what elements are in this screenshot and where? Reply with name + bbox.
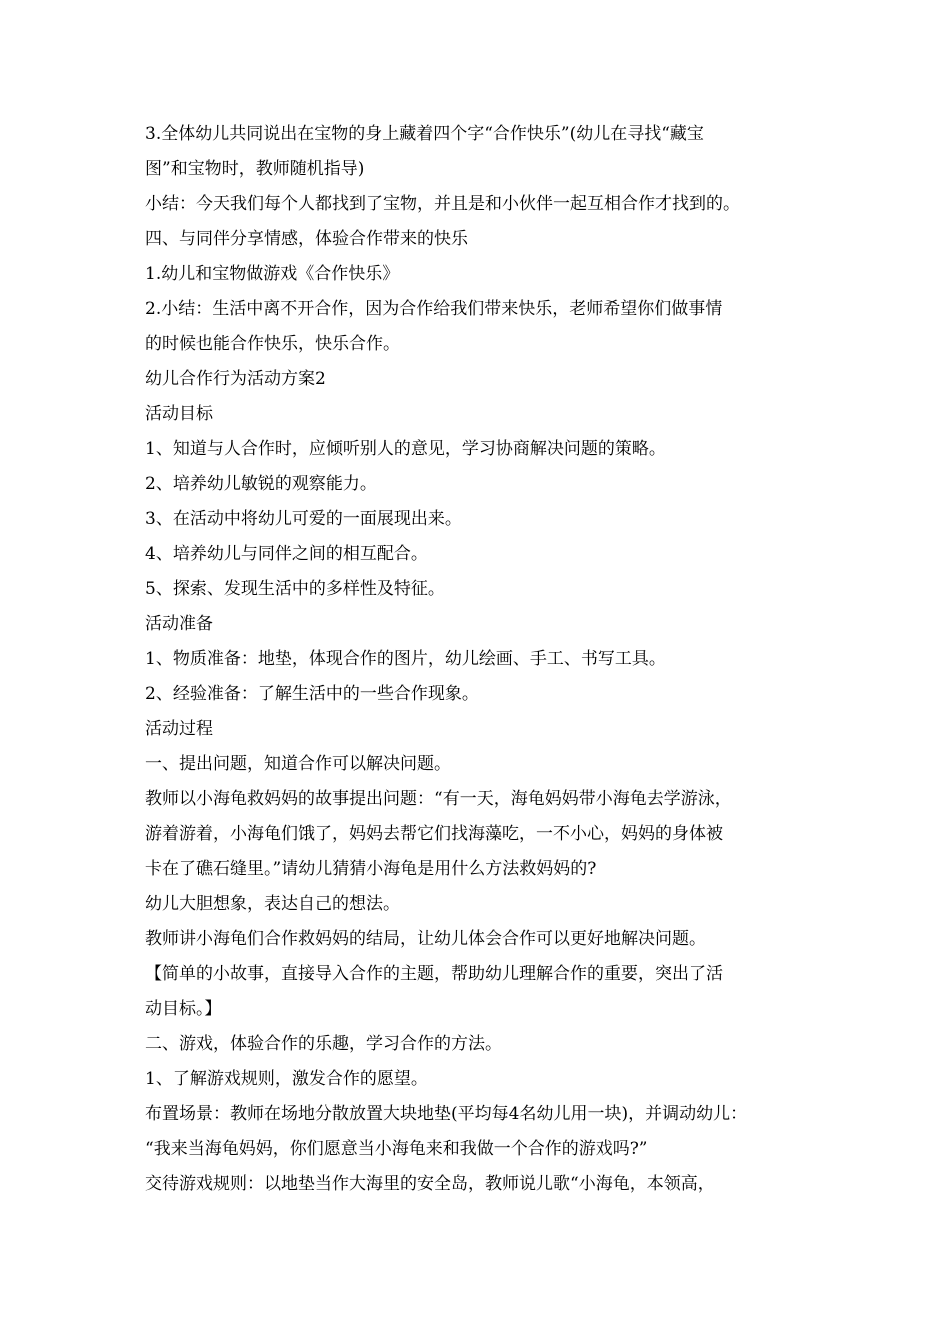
list-item: 1、物质准备：地垫，体现合作的图片，幼儿绘画、手工、书写工具。 bbox=[145, 649, 666, 669]
text-line: 教师以小海龟救妈妈的故事提出问题：“有一天，海龟妈妈带小海龟去学游泳， bbox=[145, 789, 732, 809]
section-heading: 一、提出问题，知道合作可以解决问题。 bbox=[145, 754, 451, 774]
text-line: 教师讲小海龟们合作救妈妈的结局，让幼儿体会合作可以更好地解决问题。 bbox=[145, 929, 706, 949]
text-line: 小结：今天我们每个人都找到了宝物，并且是和小伙伴一起互相合作才找到的。 bbox=[145, 194, 740, 214]
section-heading: 活动准备 bbox=[145, 614, 213, 634]
text-line: 2.小结：生活中离不开合作，因为合作给我们带来快乐，老师希望你们做事情 bbox=[145, 299, 723, 319]
text-line: 1.幼儿和宝物做游戏《合作快乐》 bbox=[145, 264, 400, 284]
text-line: 交待游戏规则：以地垫当作大海里的安全岛，教师说儿歌“小海龟，本领高， bbox=[145, 1174, 715, 1194]
list-item: 2、培养幼儿敏锐的观察能力。 bbox=[145, 474, 377, 494]
list-item: 4、培养幼儿与同伴之间的相互配合。 bbox=[145, 544, 428, 564]
list-item: 1、知道与人合作时，应倾听别人的意见，学习协商解决问题的策略。 bbox=[145, 439, 666, 459]
text-line: 图”和宝物时，教师随机指导) bbox=[145, 159, 365, 179]
text-line: 布置场景：教师在场地分散放置大块地垫(平均每4名幼儿用一块)，并调动幼儿： bbox=[145, 1104, 748, 1124]
text-line: 幼儿大胆想象，表达自己的想法。 bbox=[145, 894, 400, 914]
text-line: “我来当海龟妈妈，你们愿意当小海龟来和我做一个合作的游戏吗?” bbox=[145, 1139, 648, 1159]
text-line: 的时候也能合作快乐，快乐合作。 bbox=[145, 334, 400, 354]
list-item: 2、经验准备：了解生活中的一些合作现象。 bbox=[145, 684, 479, 704]
section-heading: 四、与同伴分享情感，体验合作带来的快乐 bbox=[145, 229, 468, 249]
document-body bbox=[145, 117, 815, 1202]
text-line: 卡在了礁石缝里。”请幼儿猜猜小海龟是用什么方法救妈妈的? bbox=[145, 859, 597, 879]
document-title: 幼儿合作行为活动方案2 bbox=[145, 369, 326, 389]
text-line: 3.全体幼儿共同说出在宝物的身上藏着四个字“合作快乐”(幼儿在寻找“藏宝 bbox=[145, 124, 704, 144]
section-heading: 活动目标 bbox=[145, 404, 213, 424]
list-item: 3、在活动中将幼儿可爱的一面展现出来。 bbox=[145, 509, 462, 529]
text-line: 游着游着，小海龟们饿了，妈妈去帮它们找海藻吃，一不小心，妈妈的身体被 bbox=[145, 824, 723, 844]
text-line: 动目标。】 bbox=[145, 999, 222, 1019]
text-line: 【简单的小故事，直接导入合作的主题，帮助幼儿理解合作的重要，突出了活 bbox=[145, 964, 723, 984]
section-heading: 活动过程 bbox=[145, 719, 213, 739]
list-item: 5、探索、发现生活中的多样性及特征。 bbox=[145, 579, 445, 599]
list-item: 1、了解游戏规则，激发合作的愿望。 bbox=[145, 1069, 428, 1089]
section-heading: 二、游戏，体验合作的乐趣，学习合作的方法。 bbox=[145, 1034, 502, 1054]
